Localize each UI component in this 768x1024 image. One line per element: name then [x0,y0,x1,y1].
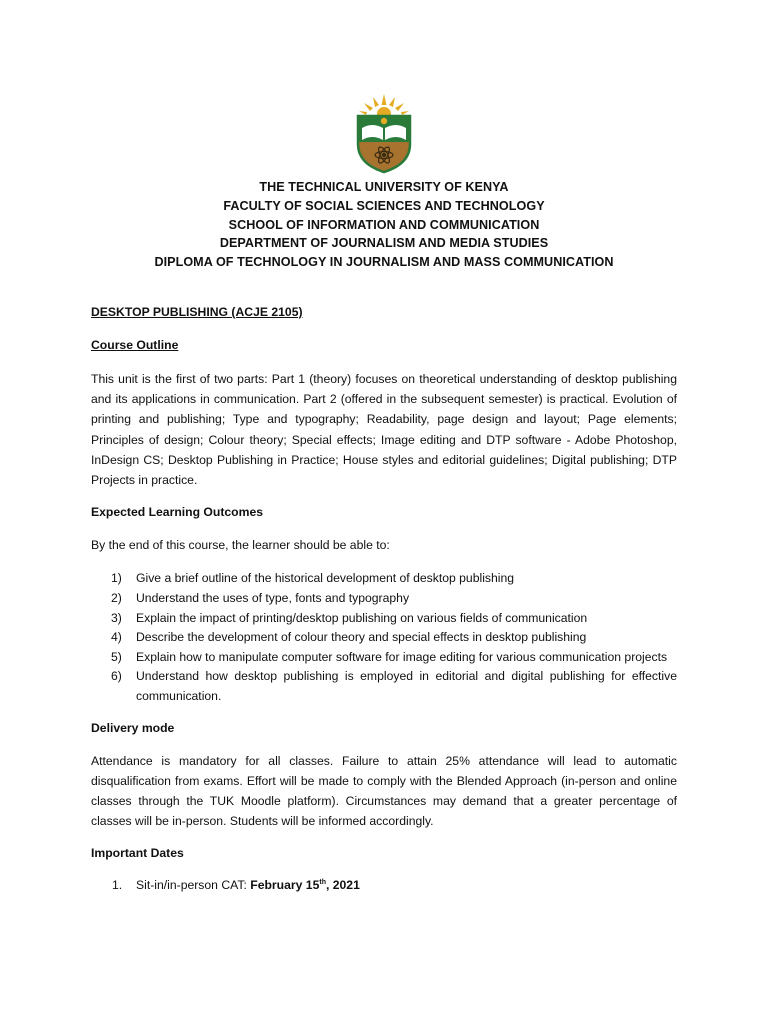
list-text: Explain the impact of printing/desktop publishing on various fields of communication [136,610,588,625]
delivery-paragraph: Attendance is mandatory for all classes. Failure to attain 25% attendance will lead to automatic disqualification from exams. Effort will be made to comply with the Blended Approach (in-person and online classes through the TUK Moodle platform). Circumstances may demand that a greater percentage of classes will be in-person. Students will be informed accordingly. [91,753,677,829]
list-item [91,648,677,668]
date-year: , 2021 [325,878,360,893]
list-number: 4) [111,630,122,645]
list-item [91,609,677,629]
list-item [91,667,677,706]
delivery-heading: Delivery mode [91,720,175,735]
list-number: 1. [112,878,123,893]
date-value [250,878,360,892]
date-main: February 15 [250,878,320,893]
list-item [91,628,677,648]
document-header [0,178,768,272]
ray [389,97,395,107]
date-label: Sit-in/in-person CAT: [136,878,251,893]
faculty-name: FACULTY OF SOCIAL SCIENCES AND TECHNOLOGY [223,198,545,213]
university-name: THE TECHNICAL UNIVERSITY OF KENYA [259,180,509,194]
ray [364,103,373,111]
outline-heading: Course Outline [91,338,179,352]
list-number: 2) [111,591,122,606]
nucleus [382,153,385,156]
list-number: 6) [111,669,122,684]
figure-head [381,118,387,124]
outcomes-list [91,569,677,706]
list-item [91,876,677,896]
department-name: DEPARTMENT OF JOURNALISM AND MEDIA STUDIES [219,236,549,251]
ray [382,94,387,105]
date-ordinal: th [319,879,326,887]
list-text: Understand the uses of type, fonts and typography [136,591,410,606]
university-logo [354,92,414,174]
list-text: Understand how desktop publishing is employed in editorial and digital publishing for effective communication. [136,669,677,703]
outcomes-heading: Expected Learning Outcomes [91,505,264,520]
outcomes-intro: By the end of this course, the learner should be able to: [91,538,390,553]
dates-list [91,876,677,896]
outline-paragraph: This unit is the first of two parts: Part 1 (theory) focuses on theoretical understanding of desktop publishing and its applications in communication. Part 2 (offered in the subsequent semester) is practical. Evolution of printing and publishing; Type and typography; Readability, page design and layout; Page elements; Principles of design; Colour theory; Special effects; Image editing and DTP software - Adobe Photoshop, InDesign CS; Desktop Publishing in Practice; House styles and editorial guidelines; Digital publishing; DTP Projects in practice. [91,372,677,488]
list-item [91,569,677,589]
ray [359,111,367,115]
list-text: Describe the development of colour theory and special effects in desktop publishing [136,630,587,645]
document-body [91,303,677,896]
ray [395,103,404,111]
list-number: 3) [111,610,122,625]
list-number: 1) [111,571,122,586]
list-item [91,589,677,609]
list-number: 5) [111,649,122,664]
course-title: DESKTOP PUBLISHING (ACJE 2105) [91,305,303,319]
list-text: Explain how to manipulate computer software for image editing for various communication projects [136,649,668,664]
list-text: Give a brief outline of the historical development of desktop publishing [136,571,515,586]
school-name: SCHOOL OF INFORMATION AND COMMUNICATION [228,217,540,232]
ray [401,111,409,115]
program-name: DIPLOMA OF TECHNOLOGY IN JOURNALISM AND MASS COMMUNICATION [154,255,614,270]
ray [373,97,379,107]
dates-heading: Important Dates [91,846,184,861]
